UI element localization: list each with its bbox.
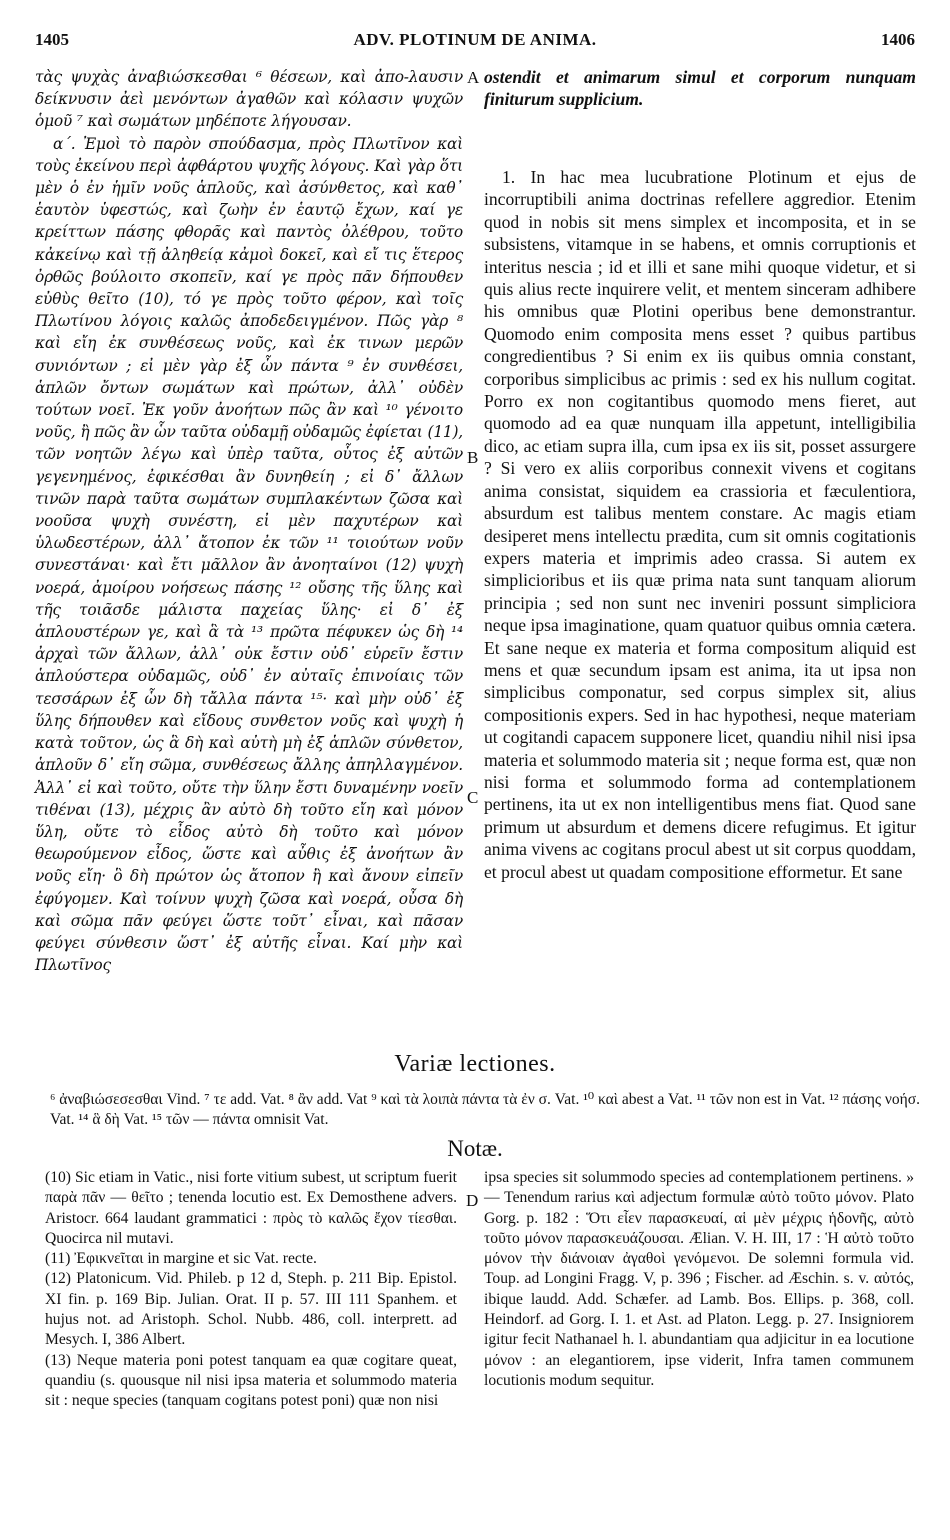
notes-right-column	[484, 1168, 914, 1391]
margin-letter-d: D	[466, 1191, 479, 1210]
page-number-right: 1406	[881, 30, 915, 49]
margin-letter-a: A	[467, 68, 480, 87]
notae-heading: Notæ.	[447, 1136, 503, 1161]
latin-paragraph: 1. In hac mea lucubratione Plotinum et ejus de incorruptibili anima doctrinas refellere aggredior. Etenim quod in nobis sit mens simplex et incomposita, et in se subsistens, vitamque in se habens, et omnis corruptionis et interitus nescia ; id et illi et sane mihi quoque videtur, et si quis alius recte inquirere velit, et mentem sinceram adhibere his omnibus quæ Plotini operibus bene demonstrantur. Quomodo enim composita mens esset ? quibus partibus congredientibus ? Si enim ex iis quibus omnia constant, corporibus simplicibus ac primis : sed ex his nullum cogitat. Porro ex non cogitantibus quomodo mens fieret, aut quomodo ad ea quæ nunquam illa appetunt, intelligibilia dico, ac etiam supra illa, cum ipsa ex iis sit, posset assurgere ? Si vero ex aliis corporibus connexit vivens et cogitans anima consistat, siquidem ea crassioria et fæculentiora, absurdum est talibus mentem constare. Ac magis etiam desiperet mens intellectu prædita, cum sit omnis cogitationis expers materia et imprimis adeo crassa. Si autem ex simplicioribus et iis quæ prima nata sunt tanquam aliorum principia ; sed non sunt nec inveniri possunt simpliciora neque ipsa imaginatione, quam quatuor quibus omnia cætera. Et sane neque ex materia et forma compositum aliquid est mens et quæ secundum ipsam est anima, ita ut ipsa non simplicibus componatur, sed corpus simplex sit, alius compositionis expers. Sed in hac hypothesi, neque materiam ut cogitandi capacem supponere licet, quandiu nihil nisi ipsa materia et solummodo materia sit ; neque forma est, quæ non nisi forma et solummodo forma ad contemplationem pertinens, ita ut ex non intelligentibus mens fiat. Quod sane primum ut absurdum et demens dicere refugimus. Et igitur anima vivens ac cogitans procul abest ut sit corpus quoddam, et procul abest ut quadam compositione efformetur. Et sane	[484, 167, 916, 882]
note-11: (11) Ἐφικνεῖται in margine et sic Vat. recte.	[45, 1250, 317, 1268]
variae-lectiones-text: ⁶ ἀναβιώσεσεσθαι Vind. ⁷ τε add. Vat. ⁸ ἂν add. Vat ⁹ καὶ τὰ λοιπὰ πάντα τὰ ἐν σ. Vat. ¹⁰ καὶ abest a Vat. ¹¹ τῶν non est in Vat. ¹² πάσης νοήσ. Vat. ¹⁴ ἃ δὴ Vat. ¹⁵ τῶν — πάντα omnisit Vat.	[50, 1091, 920, 1128]
note-13: (13) Neque materia poni potest tanquam ea quæ cogitare queat, quandiu (s. quousque nil nisi ipsa materia et solummodo materia sit : neque species (tanquam cogitans potest poni) quæ non nisi	[45, 1351, 457, 1410]
note-13-continued: ipsa species sit solummodo species ad contemplationem pertinens. » — Tenendum rarius καὶ adjectum formulæ αὐτὸ τοῦτο μόνον. Plato Gorg. p. 182 : Ὅτι εἶεν παρασκευαί, αἱ μὲν μέχρις ἡδονῆς, αὐτὸ τοῦτο μόνον παρασκευάζουσαι. Ælian. V. H. III, 17 : Ἡ αὐτὸ τοῦτο μόνον τὴν διάνοιαν ἀγαθοὶ γενόμενοι. De solemni formula vid. Toup. ad Longini Fragg. V, p. 396 ; Fischer. ad Æschin. s. v. αὐτός, ibique laudd. Add. Schæfer. ad Lamb. Bos. Ellips. p. 368, coll. Heindorf. ad Gorg. I. 1. et Ast. ad Platon. Legg. p. 27. Insigniorem igitur fecit Nathanael h. l. abundantiam qua adjicitur in ea locutione μόνον : an elegantiorem, ipse viderit, Infra tamen communem locutionis modum sequitur.	[484, 1169, 914, 1389]
greek-paragraph-1: τὰς ψυχὰς ἀναβιώσκεσθαι ⁶ θέσεων, καὶ ἀπο-λαυσιν δείκνυσιν ἀεὶ μενόντων ἀγαθῶν καὶ κόλασιν ψυχῶν ὁμοῦ ⁷ καὶ σωμάτων μηδέποτε λήγουσαν.	[35, 68, 463, 131]
latin-text-column	[484, 66, 916, 883]
margin-letter-b: B	[467, 448, 479, 467]
greek-text-column	[35, 66, 463, 976]
margin-letter-c: C	[467, 788, 479, 807]
notes-left-column	[45, 1168, 457, 1412]
note-10: (10) Sic etiam in Vatic., nisi forte vitium subest, ut scriptum fuerit παρὰ πᾶν — θεῖτο ; tenenda locutio est. Ex Demosthene advers. Aristocr. 664 laudant grammatici : πρὸς τὸ καλῶς ἔχον τίεσθαι. Quocirca nil mutavi.	[45, 1169, 457, 1247]
page-header	[35, 30, 915, 58]
greek-paragraph-2: α΄. Ἐμοὶ τὸ παρὸν σπούδασμα, πρὸς Πλωτῖνον καὶ τοὺς ἐκείνου περὶ ἀφθάρτου ψυχῆς λόγους. Καὶ γὰρ ὅτι μὲν ὁ ἐν ἡμῖν νοῦς ἁπλοῦς, καὶ ἀσύνθετος, καὶ καθ᾽ ἑαυτὸν ὑφεστώς, καὶ ζωὴν ἐν ἑαυτῷ ἔχων, καί γε κρείττων πάσης φθορᾶς καὶ παντὸς ὀλέθρου, τοῦτο κἀκείνῳ καὶ τῇ ἀληθείᾳ κἀμοὶ δοκεῖ, καὶ εἴ τις ἕτερος ὀρθῶς βούλοιτο σκοπεῖν, καί γε πρὸς πᾶν δήπουθεν εὐθὺς θεῖτο (10), τό γε πρὸς τοῦτο φέρον, καὶ τοῖς Πλωτίνου λόγοις καλῶς ἀποδεδειγμένον. Πῶς γὰρ ⁸ καὶ εἴη ἐκ συνθέσεως νοῦς, καὶ ἐκ τινων μερῶν συνιόντων ; εἰ μὲν γὰρ ἐξ ὧν πάντα ⁹ ἐν συνθέσει, ἁπλῶν ὄντων σωμάτων καὶ πρώτων, ἀλλ᾽ οὐδὲν τούτων νοεῖ. Ἐκ γοῦν ἀνοήτων πῶς ἂν καὶ ¹⁰ γένοιτο νοῦς, ἢ πῶς ἂν ὧν ταῦτα οὐδαμῇ οὐδαμῶς ἐφίεται (11), τῶν νοητῶν λέγω καὶ ὑπὲρ ταῦτα, οὗτος ἐξ αὐτῶν γεγενημένος, ἐφικέσθαι ἂν δυνηθείη ; εἰ δ᾽ ἄλλων τινῶν παρὰ ταῦτα σωμάτων συμπλακέντων ζῶσα καὶ νοοῦσα ψυχὴ συνέστη, εἰ μὲν παχυτέρων καὶ ὑλωδεστέρων, ἀλλ᾽ ἄτοπον ἐκ τῶν ¹¹ τοιούτων νοῦν συνεστάναι· καὶ ἔτι μᾶλλον ἂν ἀνοηταίνοι (12) ψυχὴ νοερά, ἀμοίρου νοήσεως πάσης ¹² οὔσης τῆς ὕλης καὶ τῆς τοιᾶσδε μάλιστα παχείας ὕλης· εἰ δ᾽ ἐξ ἁπλουστέρων γε, καὶ ἃ τὰ ¹³ πρῶτα πέφυκεν ὡς δὴ ¹⁴ ἀρχαὶ τῶν ἄλλων, ἀλλ᾽ οὐκ ἔστιν οὐδ᾽ εὑρεῖν ἔστιν ἁπλούστερα οὐδαμῶς, οὐδ᾽ ἐν αὐταῖς ἐπινοίαις τῶν τεσσάρων ἐξ ὧν δὴ τἄλλα πάντα ¹⁵· καὶ μὴν οὐδ᾽ ἐξ ὕλης δήπουθεν καὶ εἴδους συνθετον νοῦς καὶ ψυχὴ ἡ κατὰ τοῦτον, ὡς ἃ δὴ καὶ αὐτὴ μὴ ἐξ ἁπλῶν σύνθετον, ἁπλοῦν δ᾽ εἴη σῶμα, συνθέσεως ἄλλης ἀπηλλαγμένον. Ἀλλ᾽ εἰ καὶ τοῦτο, οὔτε τὴν ὕλην ἔστι δυναμένην νοεῖν τιθέναι (13), μέχρις ἂν αὐτὸ δὴ τοῦτο εἴη καὶ μόνον ὕλη, οὔτε τὸ εἶδος αὐτὸ δὴ τοῦτο καὶ μόνον θεωρούμενον εἶδος, ὥστε καὶ αὖθις ἐξ ἀνοήτων ἂν νοῦς εἴη· ὃ δὴ πρώτον ὡς ἄτοπον ἢ καὶ ἄνουν εἰπεῖν ἐφύγομεν. Καὶ τοίνυν ψυχὴ ζῶσα καὶ νοερά, οὖσα δὴ καὶ σῶμα πᾶν φεύγει ὥστε τοῦτ᾽ εἶναι, καὶ πᾶσαν φεύγει σύνθεσιν ὥστ᾽ ἐξ αὐτῆς εἶναι. Καί μὴν καὶ Πλωτῖνος	[35, 134, 463, 975]
note-12: (12) Platonicum. Vid. Phileb. p 12 d, Steph. p. 211 Bip. Epistol. XI fin. p. 169 Bip. Julian. Orat. II p. 57. III 111 Spanhem. et hujus not. ad Aristoph. Schol. Nubb. 486, coll. interprett. ad Mesych. I, 386 Albert.	[45, 1270, 457, 1349]
running-title: ADV. PLOTINUM DE ANIMA.	[353, 30, 597, 49]
page-number-left: 1405	[35, 30, 69, 49]
variae-lectiones-heading: Variæ lectiones.	[394, 1051, 556, 1077]
latin-intro: ostendit et animarum simul et corporum nunquam finiturum supplicium.	[484, 67, 916, 109]
